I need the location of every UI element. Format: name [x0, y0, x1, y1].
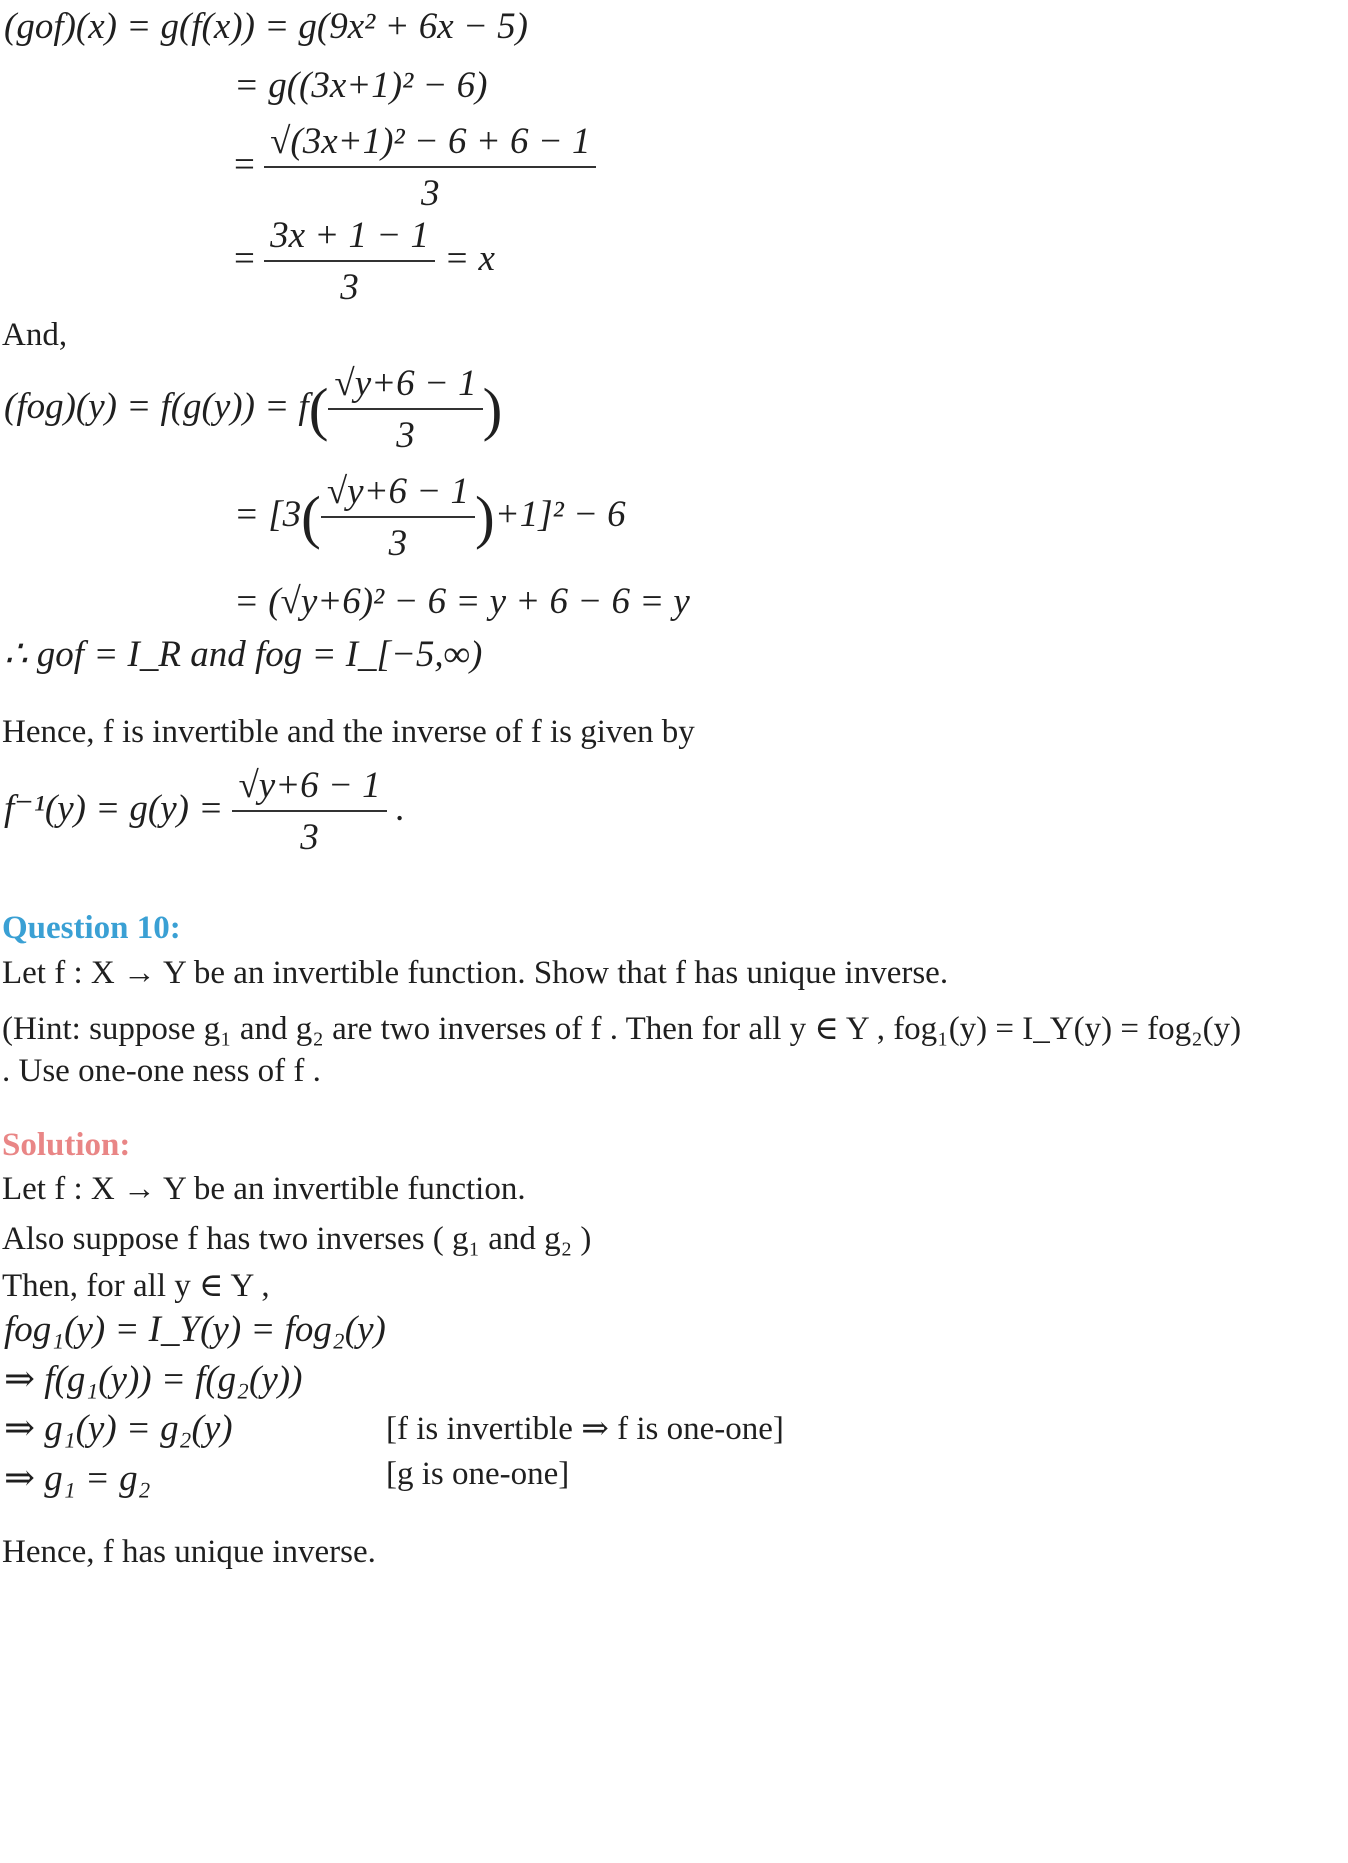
gof-line-4-tail: = x — [444, 237, 495, 279]
inverse-formula — [4, 764, 405, 859]
inverse-formula-denominator: 3 — [300, 817, 319, 858]
gof-line-3: = $\frac{\text{√(3x+1)² − 6 + 6 − 1}}{3}$ — [234, 120, 596, 215]
fog-line-1: (fog)(y) = f(g(y)) = f( $\frac{√y+6 - 1}{3}$ ) — [4, 363, 503, 456]
fog-line-2: = [3( $\frac{√y+6 - 1}{3}$ )+1]² − 6 — [234, 471, 626, 564]
gof-line-3-numerator: √(3x+1)² − 6 + 6 − 1 — [264, 120, 596, 168]
solution-line-2: Also suppose f has two inverses ( g₁ and g₂ ) — [2, 1221, 592, 1257]
gof-line-1: (gof)(x) = g(f(x)) = g(9x² + 6x − 5) — [4, 6, 528, 47]
inverse-text: Hence, f is invertible and the inverse of f is given by — [2, 714, 695, 750]
fog-line-1-numerator: √y+6 − 1 — [328, 362, 482, 410]
and-label: And, — [2, 317, 68, 353]
inverse-formula-tail: . — [395, 787, 406, 829]
solution-heading: Solution: — [2, 1127, 131, 1163]
fog-line-1-denominator: 3 — [396, 415, 415, 456]
solution-step-1: fog₁(y) = I_Y(y) = fog₂(y) — [4, 1309, 386, 1350]
solution-line-1: Let f : X → Y be an invertible function. — [2, 1171, 526, 1207]
solution-step-3: ⇒ g₁(y) = g₂(y) — [4, 1408, 233, 1449]
question-line-2: (Hint: suppose g₁ and g₂ are two inverses of f . Then for all y ∈ Y , fog₁(y) = I_Y(y) = fog₂(y) — [2, 1011, 1242, 1047]
inverse-formula-lhs: f⁻¹(y) = g(y) = — [4, 787, 224, 829]
solution-step-4-reason: [g is one-one] — [386, 1456, 570, 1492]
fog-line-1-lhs: (fog)(y) = f(g(y)) = f — [4, 385, 309, 427]
fog-line-2-numerator: √y+6 − 1 — [321, 470, 475, 518]
fog-line-2-tail: +1]² − 6 — [494, 493, 626, 535]
question-line-3: . Use one-one ness of f . — [2, 1053, 321, 1089]
fog-line-3: = (√y+6)² − 6 = y + 6 − 6 = y — [234, 581, 690, 622]
gof-line-3-denominator: 3 — [421, 173, 440, 214]
inverse-formula-numerator: √y+6 − 1 — [232, 764, 386, 812]
gof-line-4: = $\frac{3x + 1 - 1}{3}$ = x — [234, 215, 495, 308]
gof-line-4-numerator: 3x + 1 − 1 — [264, 214, 435, 262]
gof-line-4-denominator: 3 — [340, 267, 359, 308]
fog-line-2-lhs: = [3 — [234, 493, 302, 535]
solution-step-2: ⇒ f(g₁(y)) = f(g₂(y)) — [4, 1359, 303, 1400]
question-line-1: Let f : X → Y be an invertible function. Show that f has unique inverse. — [2, 955, 949, 991]
solution-line-3: Then, for all y ∈ Y , — [2, 1268, 270, 1304]
gof-line-2: = g((3x+1)² − 6) — [234, 65, 488, 106]
question-heading: Question 10: — [2, 910, 181, 946]
solution-conclusion: Hence, f has unique inverse. — [2, 1534, 376, 1570]
solution-step-3-reason: [f is invertible ⇒ f is one-one] — [386, 1411, 784, 1447]
solution-step-4: ⇒ g₁ = g₂ — [4, 1458, 151, 1499]
fog-conclusion: ∴ gof = I_R and fog = I_[−5,∞) — [4, 634, 483, 675]
fog-line-2-denominator: 3 — [388, 523, 408, 564]
